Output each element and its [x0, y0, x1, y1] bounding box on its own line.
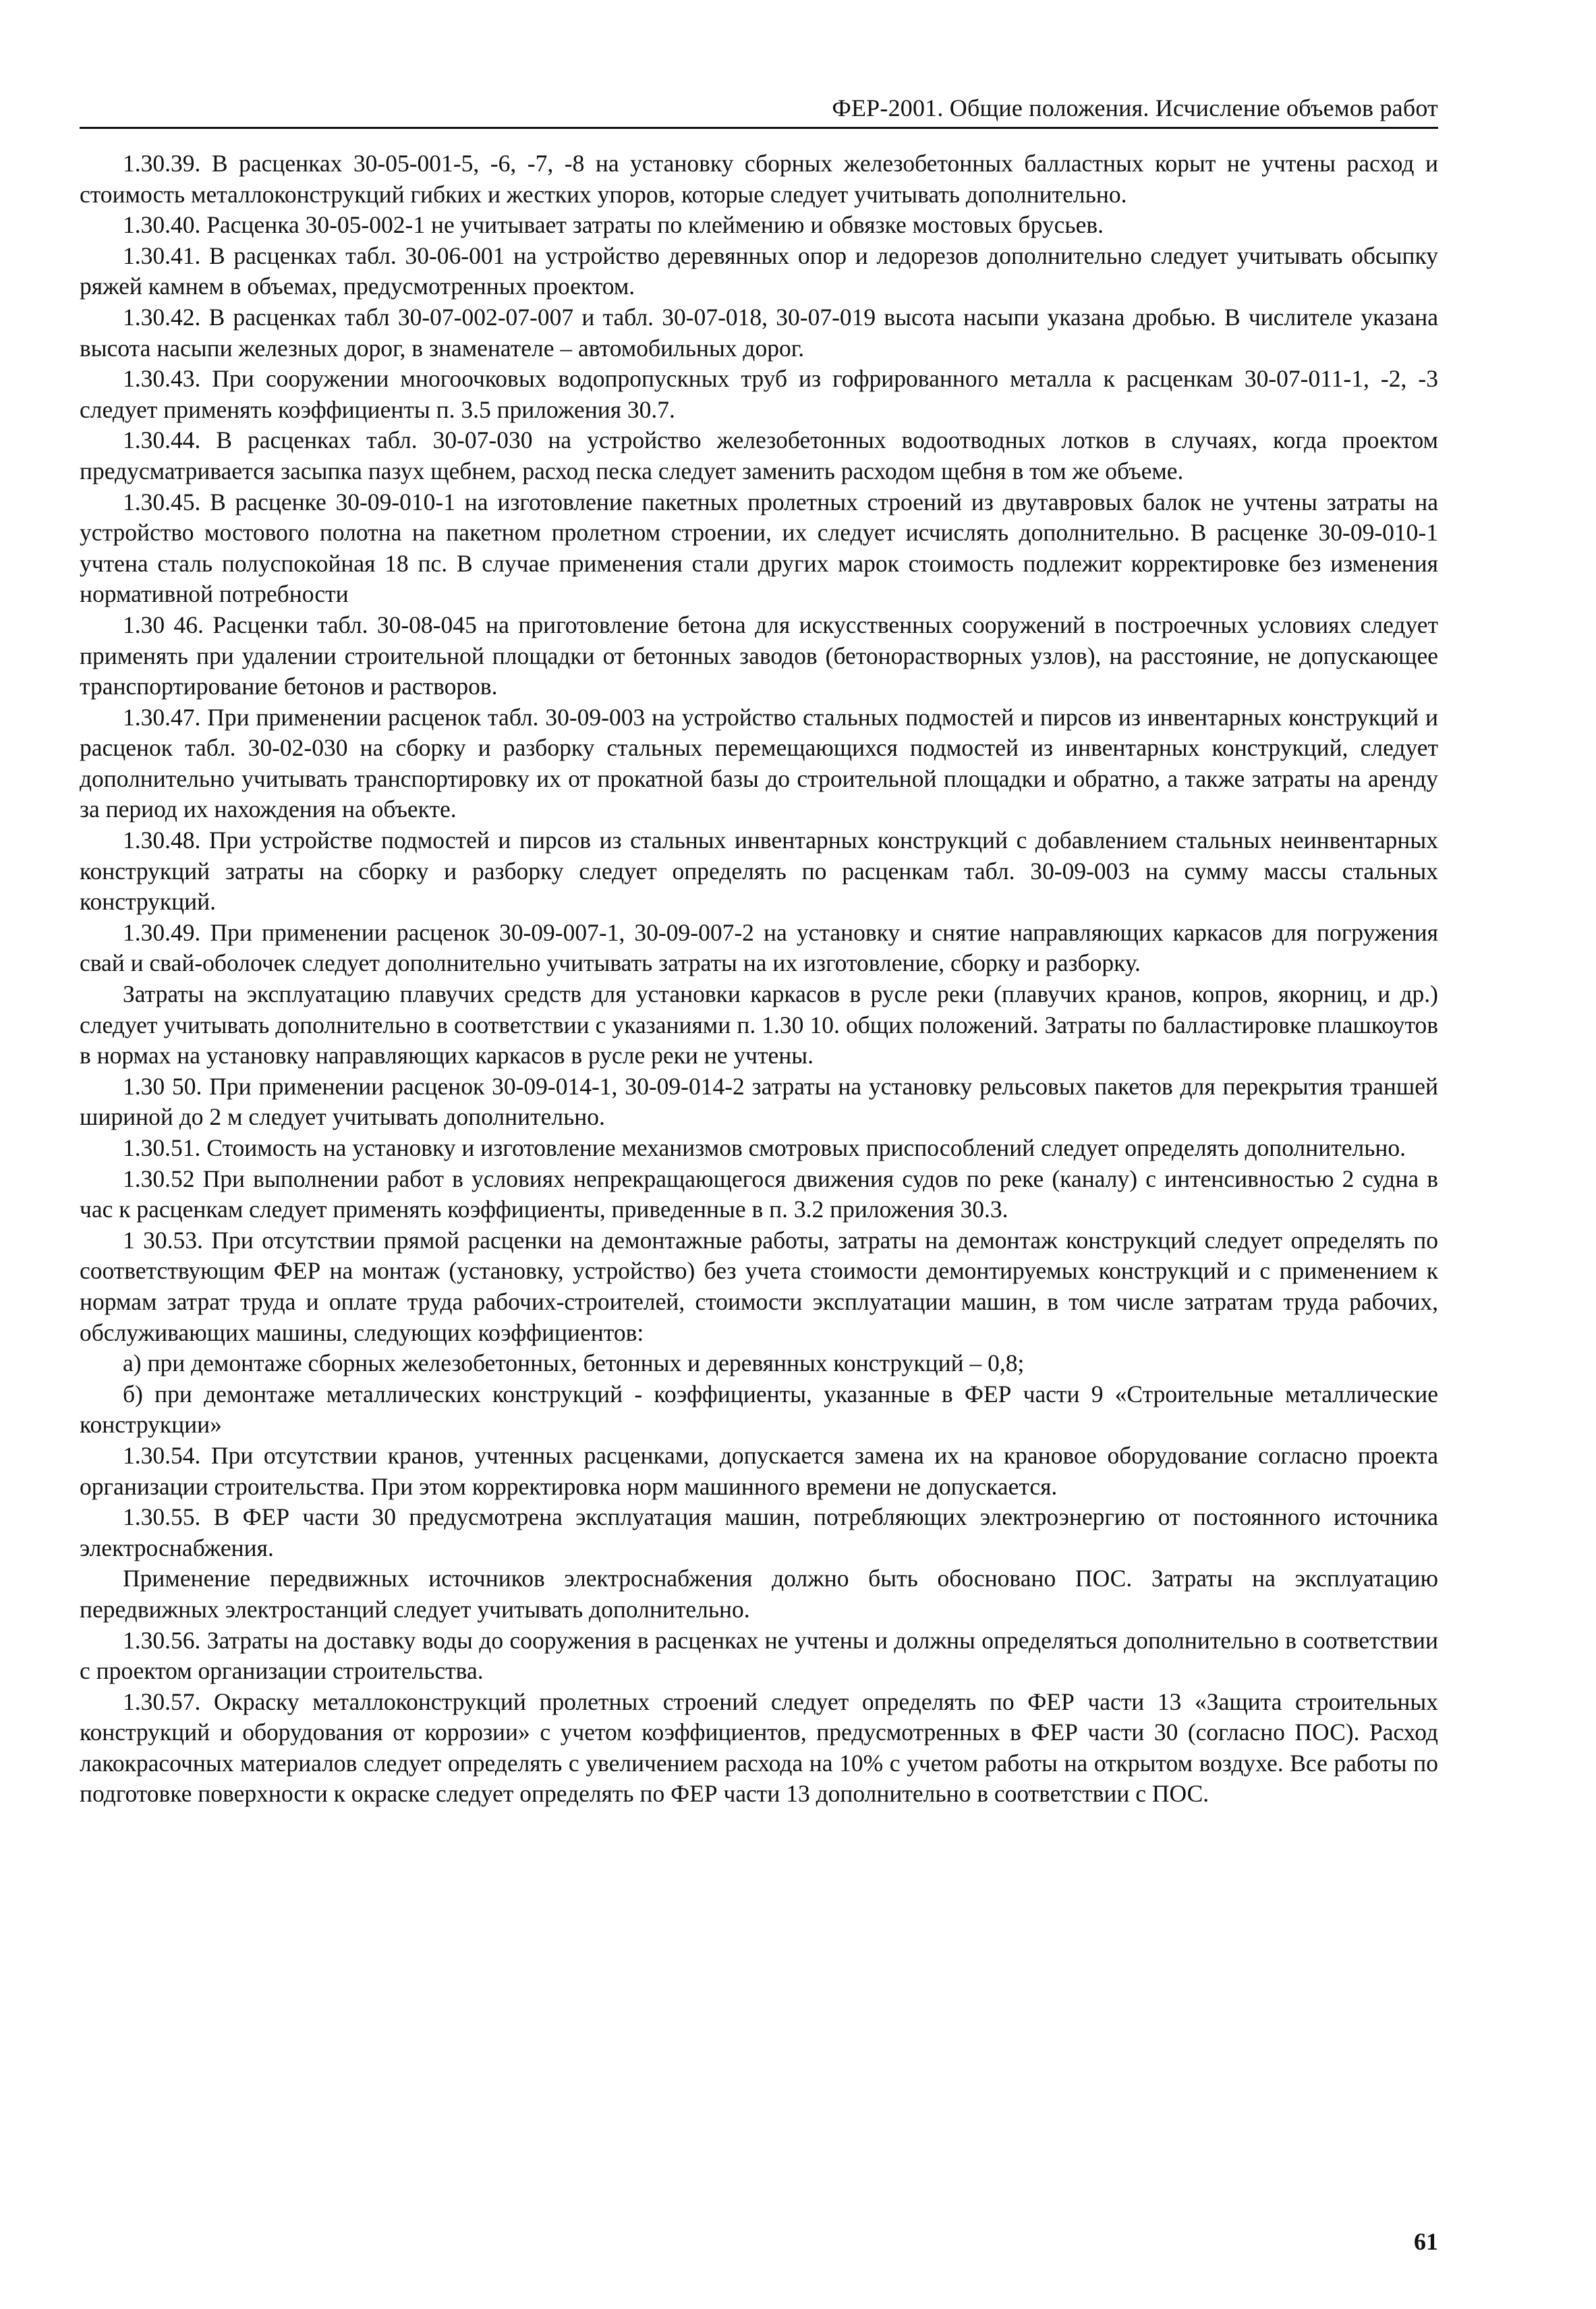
paragraph-1-30-44: 1.30.44. В расценках табл. 30-07-030 на устройство железобетонных водоотводных лотков в случаях, когда проектом предусматривается засыпка пазух щебнем, расход песка следует заменить расходом щебня в том же объеме. — [80, 426, 1438, 484]
paragraph-1-30-39: 1.30.39. В расценках 30-05-001-5, -6, -7, -8 на установку сборных железобетонных балластных корыт не учтены расход и стоимость металлоконструкций гибких и жестких упоров, которые следует учитывать дополнительно. — [80, 150, 1438, 208]
paragraph-1-30-42: 1.30.42. В расценках табл 30-07-002-07-007 и табл. 30-07-018, 30-07-019 высота насыпи указана дробью. В числителе указана высота насыпи железных дорог, в знаменателе – автомобильных дорог. — [80, 303, 1438, 362]
paragraph-1-30-51: 1.30.51. Стоимость на установку и изготовление механизмов смотровых приспособлений следует определять дополнительно. — [123, 1134, 1406, 1161]
paragraph-1-30-56: 1.30.56. Затраты на доставку воды до сооружения в расценках не учтены и должны определяться дополнительно в соответствии с проектом организации строительства. — [80, 1626, 1438, 1685]
paragraph-1-30-54: 1.30.54. При отсутствии кранов, учтенных расценками, допускается замена их на крановое оборудование согласно проекта организации строительства. При этом корректировка норм машинного времени не допускается. — [80, 1441, 1438, 1500]
paragraph-item-b: б) при демонтаже металлических конструкций - коэффициенты, указанные в ФЕР части 9 «Строительные металлические конструкции» — [80, 1380, 1438, 1439]
paragraph-floating-equipment: Затраты на эксплуатацию плавучих средств для установки каркасов в русле реки (плавучих кранов, копров, якорниц, и др.) следует учитывать дополнительно в соответствии с указаниями п. 1.30 10. общих положений. Затраты по балластировке плашкоутов в нормах на установку направляющих каркасов в русле реки не учтены. — [80, 980, 1438, 1069]
running-header — [80, 93, 1438, 129]
paragraph-1-30-57: 1.30.57. Окраску металлоконструкций пролетных строений следует определять по ФЕР части 13 «Защита строительных конструкций и оборудования от коррозии» с учетом коэффициентов, предусмотренных в ФЕР части 30 (согласно ПОС). Расход лакокрасочных материалов следует определять с увеличением расхода на 10% с учетом работы на открытом воздухе. Все работы по подготовке поверхности к окраске следует определять по ФЕР части 13 дополнительно в соответствии с ПОС. — [80, 1688, 1438, 1808]
paragraph-item-a: а) при демонтаже сборных железобетонных, бетонных и деревянных конструкций – 0,8; — [123, 1350, 1025, 1377]
paragraph-1-30-47: 1.30.47. При применении расценок табл. 30-09-003 на устройство стальных подмостей и пирсов из инвентарных конструкций и расценок табл. 30-02-030 на сборку и разборку стальных перемещающихся подмостей из инвентарных конструкций, следует дополнительно учитывать транспортировку их от прокатной базы до строительной площадки и обратно, а также затраты на аренду за период их нахождения на объекте. — [80, 703, 1438, 823]
running-title: ФЕР-2001. Общие положения. Исчисление объемов работ — [832, 94, 1438, 121]
document-body — [80, 148, 1438, 1810]
paragraph-1-30-43: 1.30.43. При сооружении многоочковых водопропускных труб из гофрированного металла к расценкам 30-07-011-1, -2, -3 следует применять коэффициенты п. 3.5 приложения 30.7. — [80, 365, 1438, 423]
paragraph-1-30-40: 1.30.40. Расценка 30-05-002-1 не учитывает затраты по клеймению и обвязке мостовых брусьев. — [123, 211, 1104, 239]
paragraph-1-30-55: 1.30.55. В ФЕР части 30 предусмотрена эксплуатация машин, потребляющих электроэнергию от постоянного источника электроснабжения. — [80, 1503, 1438, 1561]
paragraph-1-30-46: 1.30 46. Расценки табл. 30-08-045 на приготовление бетона для искусственных сооружений в построечных условиях следует применять при удалении строительной площадки от бетонных заводов (бетонорастворных узлов), на расстояние, не допускающее транспортирование бетонов и растворов. — [80, 611, 1438, 700]
paragraph-1-30-52: 1.30.52 При выполнении работ в условиях непрекращающегося движения судов по реке (каналу) с интенсивностью 2 судна в час к расценкам следует применять коэффициенты, приведенные в п. 3.2 приложения 30.3. — [80, 1165, 1438, 1223]
paragraph-1-30-41: 1.30.41. В расценках табл. 30-06-001 на устройство деревянных опор и ледорезов дополнительно следует учитывать обсыпку ряжей камнем в объемах, предусмотренных проектом. — [80, 242, 1438, 300]
page-number: 61 — [1414, 2228, 1438, 2255]
paragraph-1-30-45: 1.30.45. В расценке 30-09-010-1 на изготовление пакетных пролетных строений из двутавровых балок не учтены затраты на устройство мостового полотна на пакетном пролетном строении, их следует исчислять дополнительно. В расценке 30-09-010-1 учтена сталь полуспокойная 18 пс. В случае применения стали других марок стоимость подлежит корректировке без изменения нормативной потребности — [80, 488, 1438, 608]
paragraph-1-30-48: 1.30.48. При устройстве подмостей и пирсов из стальных инвентарных конструкций с добавлением стальных неинвентарных конструкций затраты на сборку и разборку следует определять по расценкам табл. 30-09-003 на сумму массы стальных конструкций. — [80, 827, 1438, 916]
paragraph-1-30-53: 1 30.53. При отсутствии прямой расценки на демонтажные работы, затраты на демонтаж конструкций следует определять по соответствующим ФЕР на монтаж (установку, устройство) без учета стоимости демонтируемых конструкций и с применением к нормам затрат труда и оплате труда рабочих-строителей, стоимости эксплуатации машин, в том числе затратам труда рабочих, обслуживающих машины, следующих коэффициентов: — [80, 1226, 1438, 1346]
paragraph-mobile-power: Применение передвижных источников электроснабжения должно быть обосновано ПОС. Затраты на эксплуатацию передвижных электростанций следует учитывать дополнительно. — [80, 1565, 1438, 1623]
paragraph-1-30-50: 1.30 50. При применении расценок 30-09-014-1, 30-09-014-2 затраты на установку рельсовых пакетов для перекрытия траншей шириной до 2 м следует учитывать дополнительно. — [80, 1072, 1438, 1131]
paragraph-1-30-49: 1.30.49. При применении расценок 30-09-007-1, 30-09-007-2 на установку и снятие направляющих каркасов для погружения свай и свай-оболочек следует дополнительно учитывать затраты на их изготовление, сборку и разборку. — [80, 918, 1438, 977]
